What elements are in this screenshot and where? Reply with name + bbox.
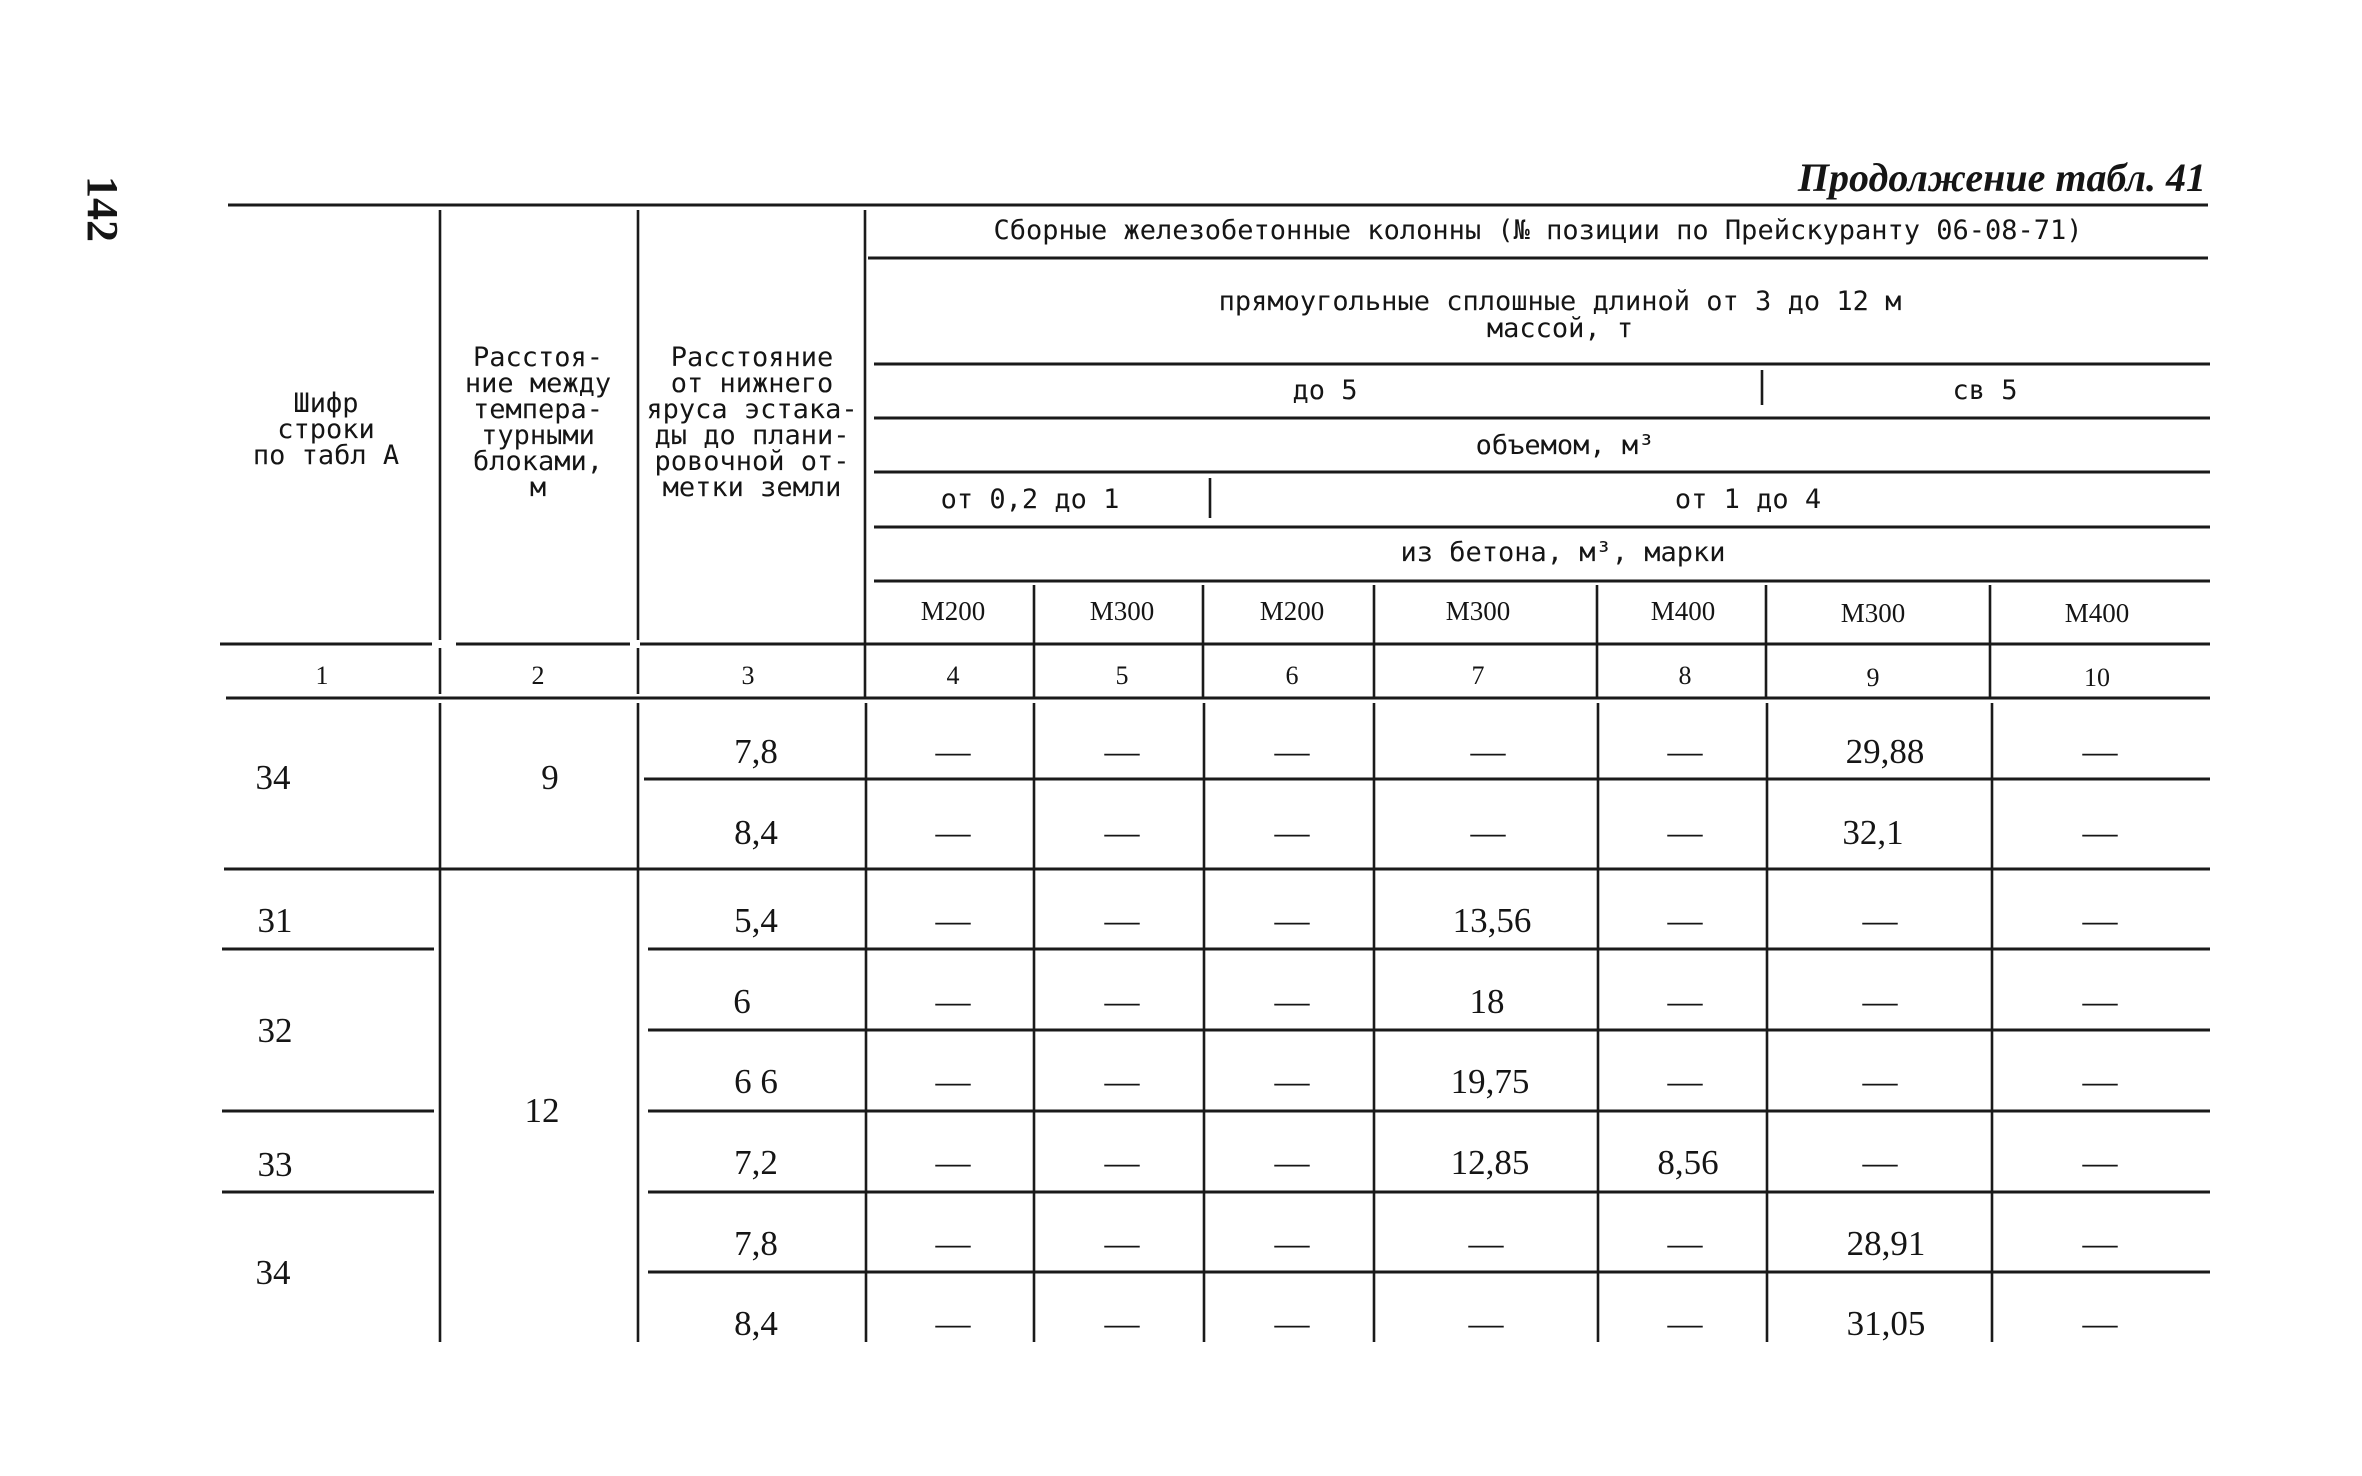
cell-value: —: [1667, 732, 1703, 771]
header-height-to-ground: Расстояние от нижнего яруса эстака- ды до плани- ровочной от- метки земли: [646, 342, 858, 503]
cell-value: —: [935, 1224, 971, 1263]
header-subtitle-line2: массой, т: [1486, 313, 1634, 344]
distance-between-blocks: 9: [541, 758, 559, 797]
cell-value: —: [1104, 982, 1140, 1021]
cell-height: 7,2: [734, 1143, 778, 1182]
cell-value: —: [1104, 732, 1140, 771]
grade-col10: М400: [2064, 598, 2130, 628]
column-number-5: 5: [1115, 661, 1129, 690]
grade-col6: М200: [1259, 596, 1325, 626]
grade-col8: М400: [1650, 596, 1716, 626]
cell-height: 8,4: [734, 813, 778, 852]
header-title: Сборные железобетонные колонны (№ позиции по Прейскуранту 06-08-71): [993, 215, 2083, 246]
header-volume-label: объемом, м³: [1475, 430, 1655, 461]
header-mass-up-to-5: до 5: [1292, 375, 1358, 406]
column-number-2: 2: [531, 661, 545, 690]
cell-height: 5,4: [734, 901, 778, 940]
column-number-1: 1: [315, 661, 329, 690]
cell-value: —: [935, 732, 971, 771]
cell-value: —: [2082, 1224, 2118, 1263]
cell-value: —: [1667, 1062, 1703, 1101]
cell-value: 18: [1469, 982, 1505, 1021]
cell-value: —: [1862, 1143, 1898, 1182]
grade-col9: М300: [1840, 598, 1906, 628]
grade-col7: М300: [1445, 596, 1511, 626]
cell-value: —: [2082, 732, 2118, 771]
cell-value: —: [1274, 1143, 1310, 1182]
header-distance-between-blocks: Расстоя- ние между темпера- турными блоками, м: [464, 342, 612, 503]
cell-value: —: [2082, 1062, 2118, 1101]
cell-height: 6: [733, 982, 751, 1021]
cell-value: 13,56: [1452, 901, 1532, 940]
cell-value: —: [2082, 813, 2118, 852]
cell-value: —: [1468, 1304, 1504, 1343]
cell-value: —: [1104, 1304, 1140, 1343]
cell-value: —: [935, 901, 971, 940]
cell-value: —: [1274, 1224, 1310, 1263]
header-mass-over-5: св 5: [1952, 375, 2018, 406]
cell-value: —: [1667, 1224, 1703, 1263]
cell-value: —: [1274, 1062, 1310, 1101]
cell-value: —: [1667, 813, 1703, 852]
cell-value: —: [1274, 901, 1310, 940]
cell-height: 7,8: [734, 1224, 778, 1263]
row-code: 33: [257, 1145, 293, 1184]
column-number-9: 9: [1866, 663, 1880, 692]
cell-value: —: [2082, 1143, 2118, 1182]
cell-value: —: [1104, 813, 1140, 852]
column-number-10: 10: [2084, 663, 2110, 692]
row-code: 32: [257, 1011, 293, 1050]
cell-value: —: [1274, 813, 1310, 852]
cell-value: —: [935, 1143, 971, 1182]
cell-value: —: [2082, 982, 2118, 1021]
header-volume-high: от 1 до 4: [1674, 484, 1822, 515]
cell-value: 28,91: [1846, 1224, 1926, 1263]
cell-value: —: [935, 1062, 971, 1101]
cell-value: 32,1: [1842, 813, 1904, 852]
distance-between-blocks: 12: [524, 1091, 560, 1130]
column-number-8: 8: [1678, 661, 1692, 690]
grade-col5: М300: [1089, 596, 1155, 626]
page-number: 142: [78, 176, 127, 242]
cell-height: 8,4: [734, 1304, 778, 1343]
header-row-code: Шифр строки по табл А: [252, 388, 400, 471]
cell-value: 8,56: [1657, 1143, 1719, 1182]
cell-value: —: [1667, 901, 1703, 940]
cell-value: —: [1468, 1224, 1504, 1263]
column-number-7: 7: [1471, 661, 1485, 690]
cell-value: 12,85: [1450, 1143, 1530, 1182]
cell-value: —: [1274, 1304, 1310, 1343]
cell-value: —: [1862, 1062, 1898, 1101]
column-number-4: 4: [946, 661, 960, 690]
cell-value: —: [935, 1304, 971, 1343]
header-volume-low: от 0,2 до 1: [940, 484, 1120, 515]
cell-value: —: [935, 813, 971, 852]
cell-value: —: [1862, 982, 1898, 1021]
cell-value: —: [1274, 982, 1310, 1021]
cell-value: —: [1104, 901, 1140, 940]
header-concrete-label: из бетона, м³, марки: [1400, 537, 1726, 568]
cell-value: —: [2082, 901, 2118, 940]
table-continuation-caption: Продолжение табл. 41: [1797, 155, 2206, 200]
cell-value: —: [1862, 901, 1898, 940]
column-number-6: 6: [1285, 661, 1299, 690]
cell-value: —: [1274, 732, 1310, 771]
cell-value: —: [1667, 982, 1703, 1021]
cell-value: —: [935, 982, 971, 1021]
row-code: 34: [255, 1253, 291, 1292]
cell-value: —: [1104, 1224, 1140, 1263]
cell-value: —: [1470, 732, 1506, 771]
cell-height: 7,8: [734, 732, 778, 771]
cell-height: 6 6: [734, 1062, 778, 1101]
cell-value: 19,75: [1450, 1062, 1530, 1101]
cell-value: —: [1104, 1062, 1140, 1101]
cell-value: —: [2082, 1304, 2118, 1343]
row-code: 34: [255, 758, 291, 797]
cell-value: 29,88: [1845, 732, 1925, 771]
cell-value: —: [1470, 813, 1506, 852]
cell-value: —: [1104, 1143, 1140, 1182]
grade-col4: М200: [920, 596, 986, 626]
row-code: 31: [257, 901, 293, 940]
cell-value: —: [1667, 1304, 1703, 1343]
cell-value: 31,05: [1846, 1304, 1926, 1343]
header-subtitle-line1: прямоугольные сплошные длиной от 3 до 12 м: [1218, 286, 1902, 317]
column-number-3: 3: [741, 661, 755, 690]
